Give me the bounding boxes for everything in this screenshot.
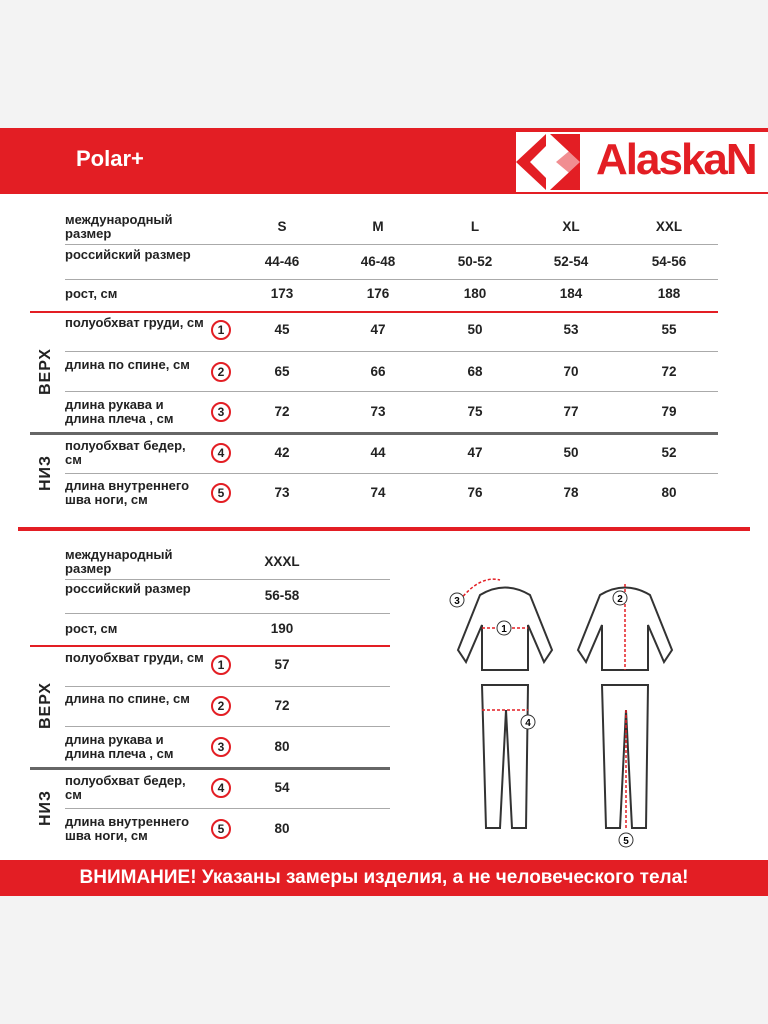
size-intl: XXXL xyxy=(264,554,300,569)
section-label-top: ВЕРХ xyxy=(37,682,54,730)
warning-banner: ВНИМАНИЕ! Указаны замеры изделия, а не человеческого тела! xyxy=(0,860,768,896)
measure-value: 65 xyxy=(274,364,290,379)
size-ru: 46-48 xyxy=(360,254,396,269)
measure-value: 77 xyxy=(563,404,579,419)
measure-value: 74 xyxy=(370,485,386,500)
row-divider xyxy=(30,311,718,313)
measure-value: 66 xyxy=(370,364,386,379)
row-label-intl: международный размер xyxy=(65,212,173,241)
marker-2: 2 xyxy=(617,594,623,605)
height-value: 176 xyxy=(366,286,390,301)
measure-value: 55 xyxy=(661,322,677,337)
measure-label: длина рукава и длина плеча , см xyxy=(65,397,174,426)
measure-value: 79 xyxy=(661,404,677,419)
measure-value: 72 xyxy=(274,404,290,419)
measure-label: полуобхват бедер, см xyxy=(65,773,186,802)
size-ru: 52-54 xyxy=(553,254,589,269)
measure-value: 80 xyxy=(274,739,290,754)
row-divider xyxy=(65,473,718,474)
marker-1: 1 xyxy=(501,624,507,635)
row-label-height: рост, см xyxy=(65,621,118,636)
measure-value: 50 xyxy=(563,445,579,460)
measure-number-icon: 4 xyxy=(211,443,231,463)
measure-value: 72 xyxy=(274,698,290,713)
measure-value: 54 xyxy=(274,780,290,795)
measure-value: 80 xyxy=(661,485,677,500)
size-ru: 56-58 xyxy=(264,588,300,603)
measure-number-icon: 4 xyxy=(211,778,231,798)
height-value: 184 xyxy=(559,286,583,301)
row-divider xyxy=(65,279,718,280)
marker-3: 3 xyxy=(454,596,460,607)
height-value: 180 xyxy=(463,286,487,301)
measure-label: длина рукава и длина плеча , см xyxy=(65,732,174,761)
row-divider xyxy=(65,613,390,614)
measure-number-icon: 3 xyxy=(211,737,231,757)
row-label-intl: международный размер xyxy=(65,547,173,576)
measure-number-icon: 5 xyxy=(211,819,231,839)
height-value: 190 xyxy=(270,621,294,636)
measure-value: 42 xyxy=(274,445,290,460)
row-divider xyxy=(65,808,390,809)
measure-label: длина внутреннего шва ноги, см xyxy=(65,478,190,507)
measure-value: 47 xyxy=(370,322,386,337)
size-intl: XL xyxy=(562,219,580,234)
row-divider xyxy=(30,432,718,435)
size-intl: S xyxy=(277,219,287,234)
measure-value: 53 xyxy=(563,322,579,337)
measure-label: длина по спине, см xyxy=(65,691,190,706)
size-ru: 44-46 xyxy=(264,254,300,269)
measure-value: 44 xyxy=(370,445,386,460)
marker-4: 4 xyxy=(525,718,531,729)
measure-label: полуобхват бедер, см xyxy=(65,438,186,467)
measure-value: 52 xyxy=(661,445,677,460)
row-label-ru: российский размер xyxy=(65,581,191,596)
measure-value: 50 xyxy=(467,322,483,337)
row-divider xyxy=(65,351,718,352)
measure-value: 76 xyxy=(467,485,483,500)
row-divider xyxy=(65,244,718,245)
size-ru: 50-52 xyxy=(457,254,493,269)
row-divider xyxy=(65,579,390,580)
measure-number-icon: 5 xyxy=(211,483,231,503)
row-label-ru: российский размер xyxy=(65,247,191,262)
measure-number-icon: 1 xyxy=(211,655,231,675)
measure-value: 73 xyxy=(274,485,290,500)
measure-number-icon: 2 xyxy=(211,696,231,716)
height-value: 173 xyxy=(270,286,294,301)
garment-diagram xyxy=(440,570,700,850)
row-divider xyxy=(65,686,390,687)
logo-mark-icon xyxy=(516,132,596,192)
product-title: Polar+ xyxy=(76,146,144,171)
marker-5: 5 xyxy=(623,836,629,847)
measure-value: 57 xyxy=(274,657,290,672)
measure-label: полуобхват груди, см xyxy=(65,650,204,665)
measure-value: 68 xyxy=(467,364,483,379)
section-label-bottom: НИЗ xyxy=(37,454,54,492)
row-divider xyxy=(65,726,390,727)
measure-value: 73 xyxy=(370,404,386,419)
size-ru: 54-56 xyxy=(651,254,687,269)
section-divider xyxy=(18,527,750,531)
measure-value: 75 xyxy=(467,404,483,419)
measure-value: 80 xyxy=(274,821,290,836)
measure-number-icon: 3 xyxy=(211,402,231,422)
height-value: 188 xyxy=(657,286,681,301)
size-intl: M xyxy=(372,219,384,234)
row-divider xyxy=(65,391,718,392)
size-intl: XXL xyxy=(655,219,683,234)
row-divider xyxy=(30,767,390,770)
measure-label: длина внутреннего шва ноги, см xyxy=(65,814,190,843)
measure-label: полуобхват груди, см xyxy=(65,315,204,330)
measure-value: 70 xyxy=(563,364,579,379)
brand-name: AlaskaN xyxy=(596,135,756,184)
section-label-bottom: НИЗ xyxy=(37,789,54,827)
measure-value: 47 xyxy=(467,445,483,460)
measure-value: 45 xyxy=(274,322,290,337)
row-divider xyxy=(30,645,390,647)
measure-value: 78 xyxy=(563,485,579,500)
row-label-height: рост, см xyxy=(65,286,118,301)
measure-number-icon: 1 xyxy=(211,320,231,340)
section-label-top: ВЕРХ xyxy=(37,348,54,396)
measure-label: длина по спине, см xyxy=(65,357,190,372)
measure-number-icon: 2 xyxy=(211,362,231,382)
size-intl: L xyxy=(470,219,480,234)
measure-value: 72 xyxy=(661,364,677,379)
